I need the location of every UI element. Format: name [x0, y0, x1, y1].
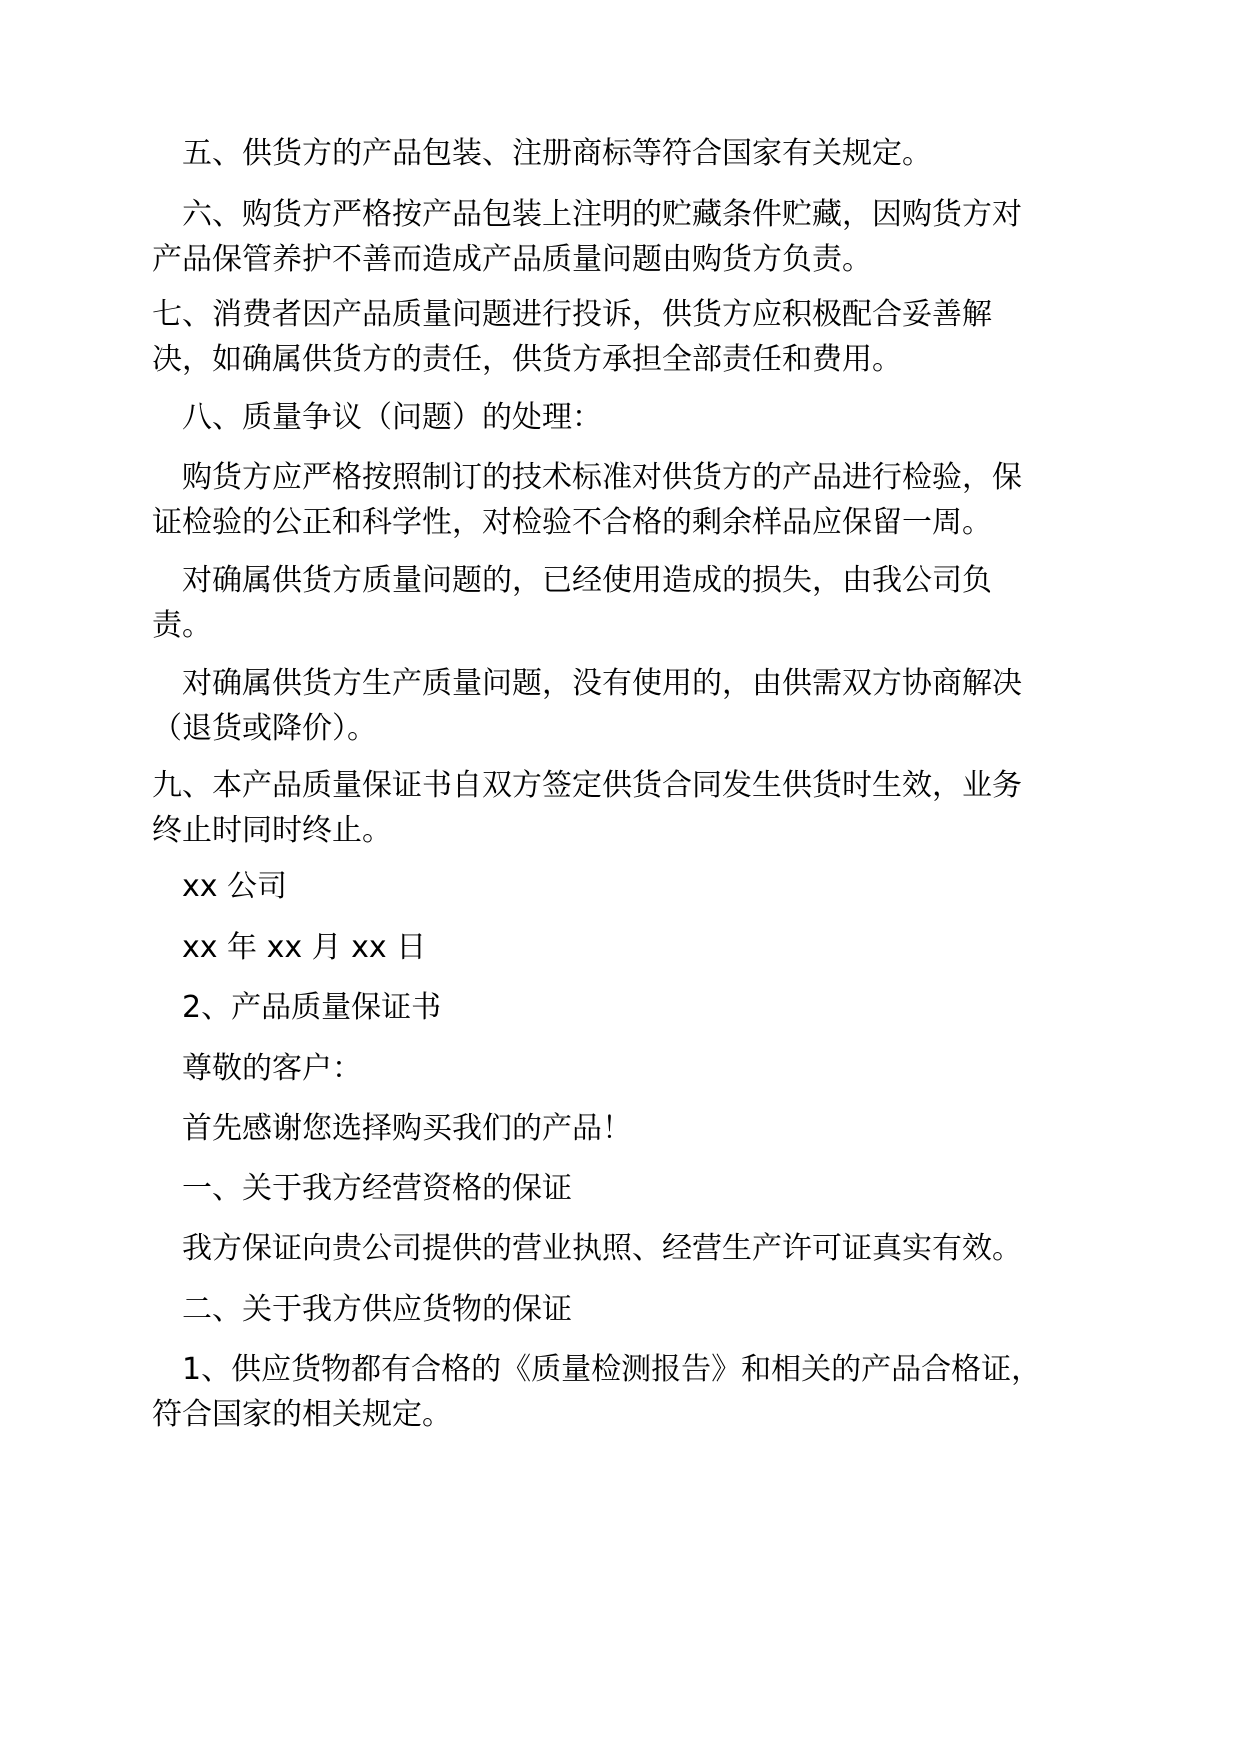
text-line: 责。: [152, 608, 212, 643]
paragraph-unused: [152, 661, 1080, 751]
text-line: 八、质量争议（问题）的处理：: [152, 400, 602, 435]
text-line: 我方保证向贵公司提供的营业执照、经营生产许可证真实有效。: [152, 1231, 1022, 1266]
text-line: 1、供应货物都有合格的《质量检测报告》和相关的产品合格证，: [152, 1352, 1042, 1387]
section-heading-2: [152, 985, 1080, 1030]
text-line: 一、关于我方经营资格的保证: [152, 1171, 572, 1206]
company-name: [152, 864, 1080, 909]
text-line: xx 年 xx 月 xx 日: [152, 930, 427, 965]
item-1-body: [152, 1226, 1080, 1271]
text-line: 决，如确属供货方的责任，供货方承担全部责任和费用。: [152, 342, 902, 377]
text-line: 七、消费者因产品质量问题进行投诉，供货方应积极配合妥善解: [152, 297, 992, 332]
text-line: 二、关于我方供应货物的保证: [152, 1292, 572, 1327]
text-line: 尊敬的客户：: [152, 1051, 362, 1086]
text-line: 产品保管养护不善而造成产品质量问题由购货方负责。: [152, 242, 872, 277]
paragraph-9: [152, 763, 1080, 853]
thanks-line: [152, 1106, 1080, 1151]
paragraph-8: [152, 395, 1080, 440]
document-page: [152, 0, 1080, 1754]
text-line: （退货或降价）。: [152, 711, 377, 746]
paragraph-used-loss: [152, 558, 1080, 648]
text-line: 终止时同时终止。: [152, 813, 392, 848]
text-line: 2、产品质量保证书: [152, 990, 442, 1025]
item-2-heading: [152, 1287, 1080, 1332]
item-2-1-body: [152, 1347, 1080, 1437]
text-line: xx 公司: [152, 869, 288, 904]
text-line: 九、本产品质量保证书自双方签定供货合同发生供货时生效，业务: [152, 768, 1022, 803]
date-line: [152, 925, 1080, 970]
text-line: 对确属供货方质量问题的，已经使用造成的损失，由我公司负: [152, 563, 992, 598]
text-line: 证检验的公正和科学性，对检验不合格的剩余样品应保留一周。: [152, 505, 992, 540]
item-1-heading: [152, 1166, 1080, 1211]
text-line: 首先感谢您选择购买我们的产品！: [152, 1111, 632, 1146]
paragraph-5: [152, 131, 1080, 176]
greeting: [152, 1046, 1080, 1091]
paragraph-inspection: [152, 455, 1080, 545]
text-line: 五、供货方的产品包装、注册商标等符合国家有关规定。: [152, 136, 932, 171]
text-line: 购货方应严格按照制订的技术标准对供货方的产品进行检验，保: [152, 460, 1022, 495]
paragraph-7: [152, 292, 1080, 382]
text-line: 六、购货方严格按产品包装上注明的贮藏条件贮藏，因购货方对: [152, 197, 1022, 232]
text-line: 符合国家的相关规定。: [152, 1397, 452, 1432]
paragraph-6: [152, 192, 1080, 282]
text-line: 对确属供货方生产质量问题，没有使用的，由供需双方协商解决: [152, 666, 1022, 701]
